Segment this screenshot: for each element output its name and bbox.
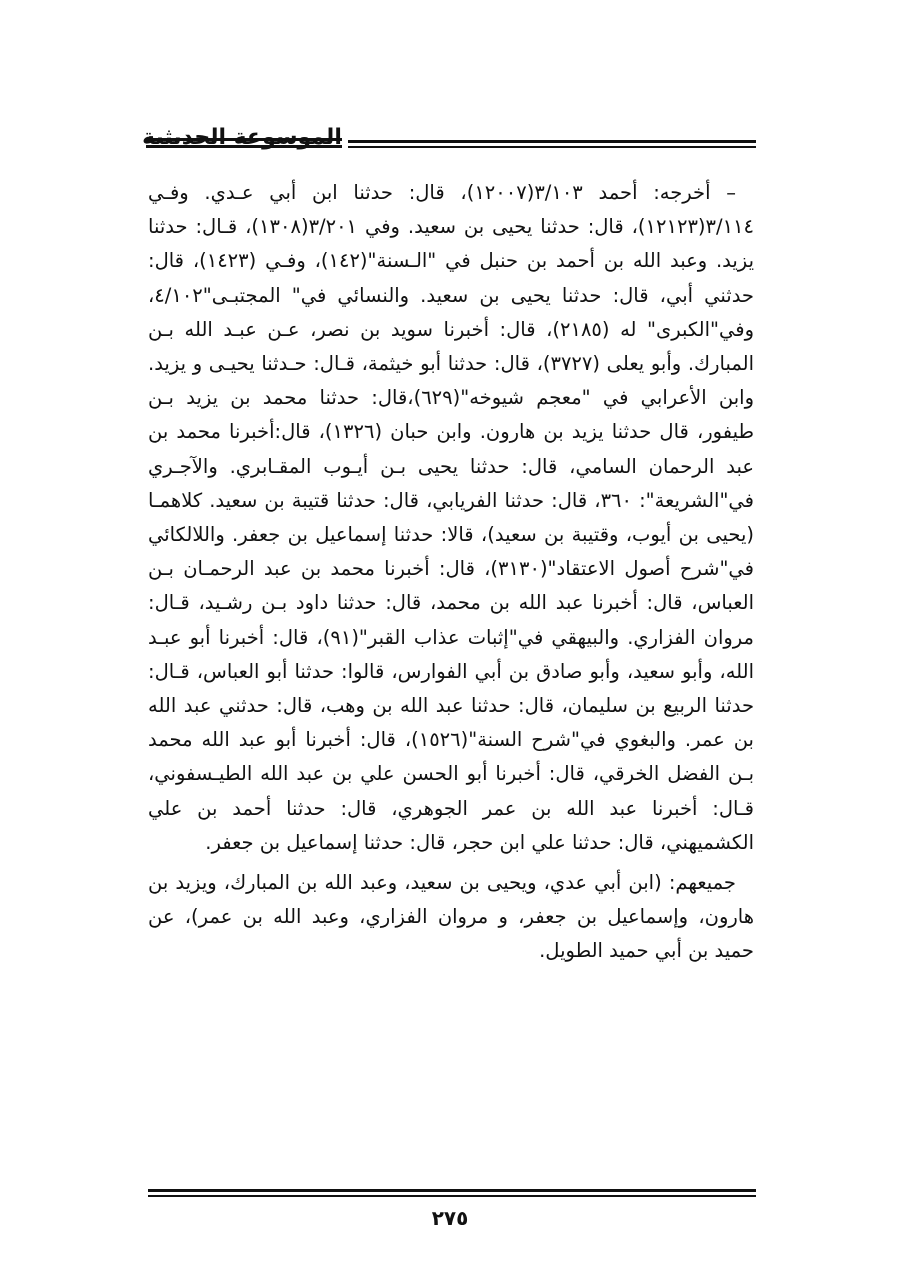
header-rule-right-bottom xyxy=(348,146,756,148)
header-rule-right-top xyxy=(348,140,756,143)
body-paragraph-2: جميعهم: (ابن أبي عدي، ويحيى بن سعيد، وعبد الله بن المبارك، ويزيد بن هارون، وإسماعيل بن جعفر، و مروان الفزاري، وعبد الله بن عمر)، عن حميد بن أبي حميد الطويل. xyxy=(148,871,754,963)
page-body xyxy=(148,176,754,969)
footer-rule-top xyxy=(148,1189,756,1192)
body-paragraph-1: – أخرجه: أحمد ٣/١٠٣(١٢٠٠٧)، قال: حدثنا ابن أبي عـدي. وفـي ٣/١١٤(١٢١٢٣)، قال: حدثنا يحيى بن سعيد. وفي ٣/٢٠١(١٣٠٨)، قـال: حدثنا يزيد. وعبد الله بن أحمد بن حنبل في "الـسنة"(١٤٢)، وفـي (١٤٢٣)، قال: حدثني أبي، قال: حدثنا يحيى بن سعيد. والنسائي في" المجتبـى"٤/١٠٢، وفي"الكبرى" له (٢١٨٥)، قال: أخبرنا سويد بن نصر، عـن عبـد الله بـن المبارك. وأبو يعلى (٣٧٢٧)، قال: حدثنا أبو خيثمة، قـال: حـدثنا يحيـى و يزيد. وابن الأعرابي في "معجم شيوخه"(٦٢٩)،قال: حدثنا محمد بن يزيد بـن طيفور، قال حدثنا يزيد بن هارون. وابن حبان (١٣٢٦)، قال:أخبرنا محمد بن عبد الرحمان السامي، قال: حدثنا يحيى بـن أيـوب المقـابري. والآجـري في"الشريعة": ٣٦٠، قال: حدثنا الفريابي، قال: حدثنا قتيبة بن سعيد. كلاهمـا (يحيى بن أيوب، وقتيبة بن سعيد)، قالا: حدثنا إسماعيل بن جعفر. واللالكائي في"شرح أصول الاعتقاد"(٣١٣٠)، قال: أخبرنا محمد بن عبد الرحمـان بـن العباس، قال: أخبرنا عبد الله بن محمد، قال: حدثنا داود بـن رشـيد، قـال: مروان الفزاري. والبيهقي في"إثبات عذاب القبر"(٩١)، قال: أخبرنا أبو عبـد الله، وأبو سعيد، وأبو صادق بن أبي الفوارس، قالوا: حدثنا أبو العباس، قـال: حدثنا الربيع بن سليمان، قال: حدثنا عبد الله بن وهب، قال: حدثني عبد الله بن عمر. والبغوي في"شرح السنة"(١٥٢٦)، قال: أخبرنا أبو عبد الله محمد بـن الفضل الخرقي، قال: أخبرنا أبو الحسن علي بن عبد الله الطيـسفوني، قـال: أخبرنا عبد الله بن عمر الجوهري، قال: حدثنا أحمد بن علي الكشميهني، قال: حدثنا علي ابن حجر، قال: حدثنا إسماعيل بن جعفر. xyxy=(148,181,755,854)
page-number: ٢٧٥ xyxy=(431,1206,469,1230)
header-title: الموسوعة الحديثية xyxy=(142,125,342,150)
page-header xyxy=(0,0,900,160)
footer-rule-bottom xyxy=(148,1195,756,1197)
